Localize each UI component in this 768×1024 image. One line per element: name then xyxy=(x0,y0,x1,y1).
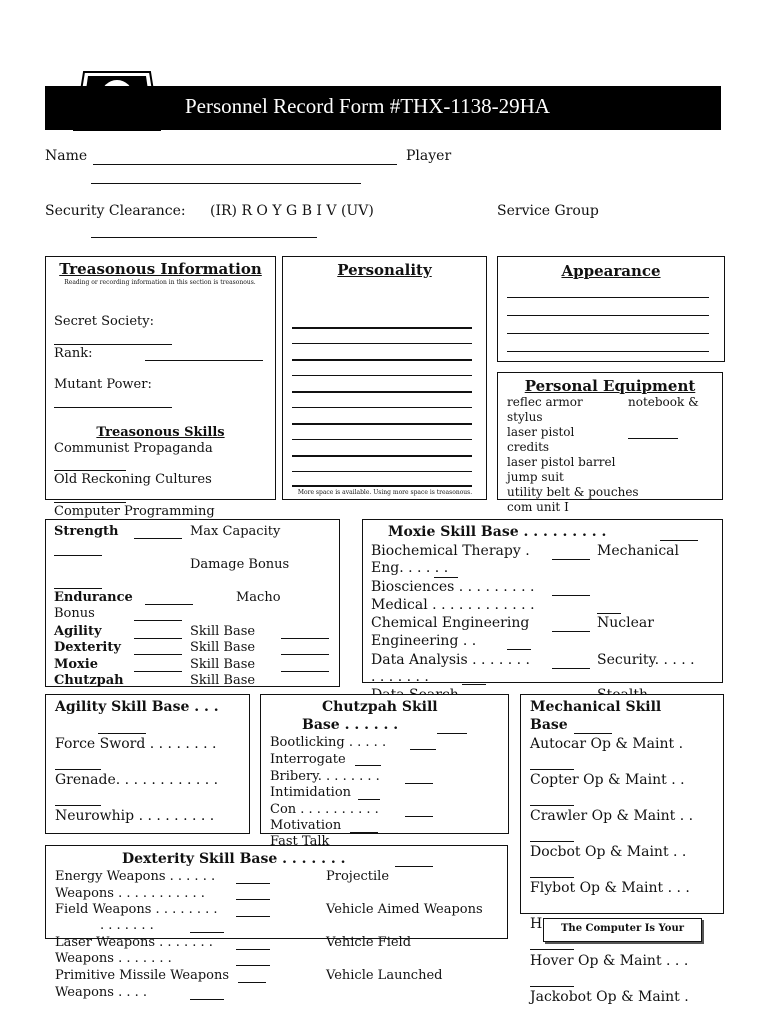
nuclear-engineering-field[interactable] xyxy=(507,649,531,650)
grenade-field[interactable] xyxy=(55,805,101,806)
equipment-title: Personal Equipment xyxy=(524,377,696,395)
mutant-power-field[interactable] xyxy=(54,407,172,408)
primitive-missile-field[interactable] xyxy=(238,982,266,983)
personality-note: More space is available. Using more space is treasonous. xyxy=(297,489,473,496)
endurance-field[interactable] xyxy=(145,604,193,605)
macho-label: Macho xyxy=(236,590,281,605)
macho-bonus-label: Bonus xyxy=(54,606,95,621)
projectile: Projectile xyxy=(326,869,390,884)
clearance-levels[interactable]: (IR) R O Y G B I V (UV) xyxy=(210,203,374,219)
security: Security. . . . . xyxy=(597,652,695,668)
force-sword-field[interactable] xyxy=(55,769,101,770)
intimidation: Intimidation xyxy=(270,785,352,800)
chutzpah-label: Chutzpah xyxy=(54,673,124,688)
name-field[interactable] xyxy=(93,164,397,165)
skill-communist-field[interactable] xyxy=(54,470,126,471)
vehicle-aimed-field[interactable] xyxy=(190,932,224,933)
skill-old-reckoning: Old Reckoning Cultures xyxy=(54,472,212,487)
equipment-item: notebook & xyxy=(628,395,699,409)
personality-box xyxy=(282,256,487,500)
personality-line[interactable] xyxy=(292,343,472,344)
medical-field[interactable] xyxy=(597,613,621,614)
endurance-label: Endurance xyxy=(54,590,133,605)
chemical-engineering: Chemical Engineering xyxy=(371,615,530,631)
computer-notice: The Computer Is Your xyxy=(543,918,702,942)
dexterity-skill-base-field[interactable] xyxy=(281,654,329,655)
treasonous-info-title: Treasonous Information xyxy=(59,260,262,278)
appearance-line[interactable] xyxy=(507,351,709,352)
equipment-item: reflec armor xyxy=(507,395,583,409)
bootlicking: Bootlicking . . . . . xyxy=(270,735,387,750)
flybot-op: Flybot Op & Maint . . . xyxy=(530,880,690,896)
personality-line[interactable] xyxy=(292,391,472,393)
docbot-op: Docbot Op & Maint . . xyxy=(530,844,687,860)
player-label: Player xyxy=(406,148,452,164)
intimidation-field[interactable] xyxy=(358,799,380,800)
title-banner xyxy=(45,86,721,130)
h-field[interactable] xyxy=(530,949,574,950)
treasonous-skills-title: Treasonous Skills xyxy=(96,425,225,440)
service-group-label: Service Group xyxy=(497,203,599,219)
appearance-line[interactable] xyxy=(507,333,709,334)
personality-line[interactable] xyxy=(292,439,472,440)
equipment-field[interactable] xyxy=(628,438,678,439)
agility-label: Agility xyxy=(54,624,102,639)
chutzpah-skill-base: Base . . . . . . xyxy=(302,717,399,733)
bribery-field[interactable] xyxy=(405,783,433,784)
neurowhip: Neurowhip . . . . . . . . . xyxy=(55,808,215,824)
vehicle-aimed-weapons: Vehicle Aimed Weapons xyxy=(326,902,483,917)
page-title: Personnel Record Form #THX-1138-29HA xyxy=(185,94,550,118)
field-weapons: Field Weapons . . . . . . . . xyxy=(55,902,218,917)
chemical-engineering-field[interactable] xyxy=(552,631,590,632)
personality-line[interactable] xyxy=(292,327,472,329)
damage-bonus-field[interactable] xyxy=(54,588,102,589)
mechanical-skill-base: Base xyxy=(530,717,568,733)
bribery: Bribery. . . . . . . . xyxy=(270,769,380,784)
biochemical-therapy-field[interactable] xyxy=(552,559,590,560)
security-field[interactable] xyxy=(462,684,486,685)
h-op: H xyxy=(530,916,543,932)
field-weapons-field[interactable] xyxy=(236,916,270,917)
autocar-field[interactable] xyxy=(530,769,574,770)
mechanical-eng-field[interactable] xyxy=(434,577,458,578)
damage-bonus-label: Damage Bonus xyxy=(190,557,290,572)
vehicle-launched-weapons: Weapons . . . . xyxy=(55,985,147,1000)
personality-line[interactable] xyxy=(292,423,472,425)
biosciences-field[interactable] xyxy=(552,595,590,596)
autocar-op: Autocar Op & Maint . xyxy=(530,736,684,752)
con: Con . . . . . . . . . . xyxy=(270,802,379,817)
motivation: Motivation xyxy=(270,818,342,833)
dexterity-label: Dexterity xyxy=(54,640,121,655)
force-sword: Force Sword . . . . . . . . xyxy=(55,736,217,752)
moxie-skill-base-label: Skill Base xyxy=(190,657,256,672)
personality-line[interactable] xyxy=(292,359,472,361)
name-label: Name xyxy=(45,148,88,164)
crawler-op: Crawler Op & Maint . . xyxy=(530,808,694,824)
strength-label: Strength xyxy=(54,524,119,539)
nuclear-engineering-cont: Engineering . . xyxy=(371,633,477,649)
laser-weapons: Laser Weapons . . . . . . . xyxy=(55,935,213,950)
flybot-field[interactable] xyxy=(530,913,574,914)
personality-line[interactable] xyxy=(292,471,472,472)
mechanical-eng-cont: Eng. . . . . . xyxy=(371,560,449,576)
primitive-missile-weapons: Primitive Missile Weapons xyxy=(55,968,230,983)
equipment-item: stylus xyxy=(507,410,543,424)
moxie-base-field[interactable] xyxy=(660,540,698,541)
vehicle-field-weapons: Weapons . . . . . . . xyxy=(55,951,172,966)
moxie-field[interactable] xyxy=(134,671,182,672)
player-field[interactable] xyxy=(91,183,361,184)
energy-weapons-field[interactable] xyxy=(236,883,270,884)
agility-skill-title: Agility Skill Base . . . xyxy=(55,699,219,715)
crawler-field[interactable] xyxy=(530,841,574,842)
appearance-title: Appearance xyxy=(561,262,661,280)
secret-society-label: Secret Society: xyxy=(54,314,154,329)
jackobot-op: Jackobot Op & Maint . xyxy=(530,989,689,1005)
agility-base-field[interactable] xyxy=(98,733,146,734)
mechanical-skill-title: Mechanical Skill xyxy=(530,699,662,715)
mutant-power-label: Mutant Power: xyxy=(54,377,152,392)
chutzpah-field[interactable] xyxy=(134,686,182,687)
max-capacity-label: Max Capacity xyxy=(190,524,281,539)
personality-line[interactable] xyxy=(292,455,472,457)
rank-field[interactable] xyxy=(145,360,263,361)
appearance-line[interactable] xyxy=(507,297,709,298)
data-analysis-field[interactable] xyxy=(552,668,590,669)
energy-weapons: Energy Weapons . . . . . . xyxy=(55,869,216,884)
equipment-item: utility belt & pouches xyxy=(507,485,639,499)
laser-weapons-field[interactable] xyxy=(236,949,270,950)
projectile-weapons: Weapons . . . . . . . . . . . xyxy=(55,886,205,901)
hover-op: Hover Op & Maint . . . xyxy=(530,953,689,969)
service-group-field[interactable] xyxy=(91,237,317,238)
equipment-item: laser pistol barrel xyxy=(507,455,616,469)
copter-field[interactable] xyxy=(530,805,574,806)
medical: Medical . . . . . . . . . . . . xyxy=(371,597,535,613)
vehicle-field-weapons-field[interactable] xyxy=(236,965,270,966)
copter-op: Copter Op & Maint . . xyxy=(530,772,685,788)
hover-field[interactable] xyxy=(530,986,574,987)
equipment-item: laser pistol xyxy=(507,425,575,439)
personality-line[interactable] xyxy=(292,407,472,408)
agility-skill-base-label: Skill Base xyxy=(190,624,256,639)
biochemical-therapy: Biochemical Therapy . xyxy=(371,543,530,559)
vehicle-launched: Vehicle Launched xyxy=(326,968,443,983)
moxie-label: Moxie xyxy=(54,657,99,672)
chutzpah-skill-base-label: Skill Base xyxy=(190,673,256,688)
personality-line[interactable] xyxy=(292,485,472,487)
motivation-field[interactable] xyxy=(350,832,378,833)
mechanical-base-field[interactable] xyxy=(574,733,612,734)
agility-skill-base-field[interactable] xyxy=(281,638,329,639)
interrogate: Interrogate xyxy=(270,752,346,767)
skill-communist-propaganda: Communist Propaganda xyxy=(54,441,213,456)
dexterity-field[interactable] xyxy=(134,654,182,655)
skill-computer-programming: Computer Programming xyxy=(54,504,215,519)
max-capacity-field[interactable] xyxy=(54,555,102,556)
vehicle-aimed-dots: . . . . . . . xyxy=(100,918,154,933)
data-analysis: Data Analysis . . . . . . . xyxy=(371,652,531,668)
grenade: Grenade. . . . . . . . . . . . xyxy=(55,772,219,788)
dexterity-base-field[interactable] xyxy=(395,866,433,867)
chutzpah-base-field[interactable] xyxy=(437,733,467,734)
mechanical-eng: Mechanical xyxy=(597,543,679,559)
equipment-item: com unit I xyxy=(507,500,569,514)
personality-line[interactable] xyxy=(292,375,472,376)
equipment-item: credits xyxy=(507,440,550,454)
docbot-field[interactable] xyxy=(530,877,574,878)
agility-field[interactable] xyxy=(134,638,182,639)
treasonous-note: Reading or recording information in this section is treasonous. xyxy=(64,279,256,286)
personality-title: Personality xyxy=(337,261,432,279)
moxie-skill-base-field[interactable] xyxy=(281,671,329,672)
appearance-line[interactable] xyxy=(507,315,709,316)
vehicle-field: Vehicle Field xyxy=(326,935,412,950)
chutzpah-skill-title: Chutzpah Skill xyxy=(322,699,438,715)
security-clearance-label: Security Clearance: xyxy=(45,203,186,219)
projectile-weapons-field[interactable] xyxy=(236,899,270,900)
security-cont: . . . . . . . xyxy=(371,669,429,685)
strength-field[interactable] xyxy=(134,538,182,539)
nuclear-engineering: Nuclear xyxy=(597,615,654,631)
macho-bonus-field[interactable] xyxy=(134,620,182,621)
fast-talk: Fast Talk xyxy=(270,834,330,849)
bootlicking-field[interactable] xyxy=(410,749,436,750)
secret-society-field[interactable] xyxy=(54,344,172,345)
skill-old-reckoning-field[interactable] xyxy=(54,502,126,503)
interrogate-field[interactable] xyxy=(355,765,381,766)
dexterity-skill-title: Dexterity Skill Base . . . . . . . xyxy=(122,851,346,867)
biosciences: Biosciences . . . . . . . . . xyxy=(371,579,535,595)
rank-label: Rank: xyxy=(54,346,93,361)
chutzpah-skill-base-field[interactable] xyxy=(281,686,329,687)
vehicle-launched-field[interactable] xyxy=(190,999,224,1000)
con-field[interactable] xyxy=(405,816,433,817)
moxie-skill-title: Moxie Skill Base . . . . . . . . . xyxy=(388,524,607,540)
dexterity-skill-base-label: Skill Base xyxy=(190,640,256,655)
equipment-item: jump suit xyxy=(507,470,564,484)
